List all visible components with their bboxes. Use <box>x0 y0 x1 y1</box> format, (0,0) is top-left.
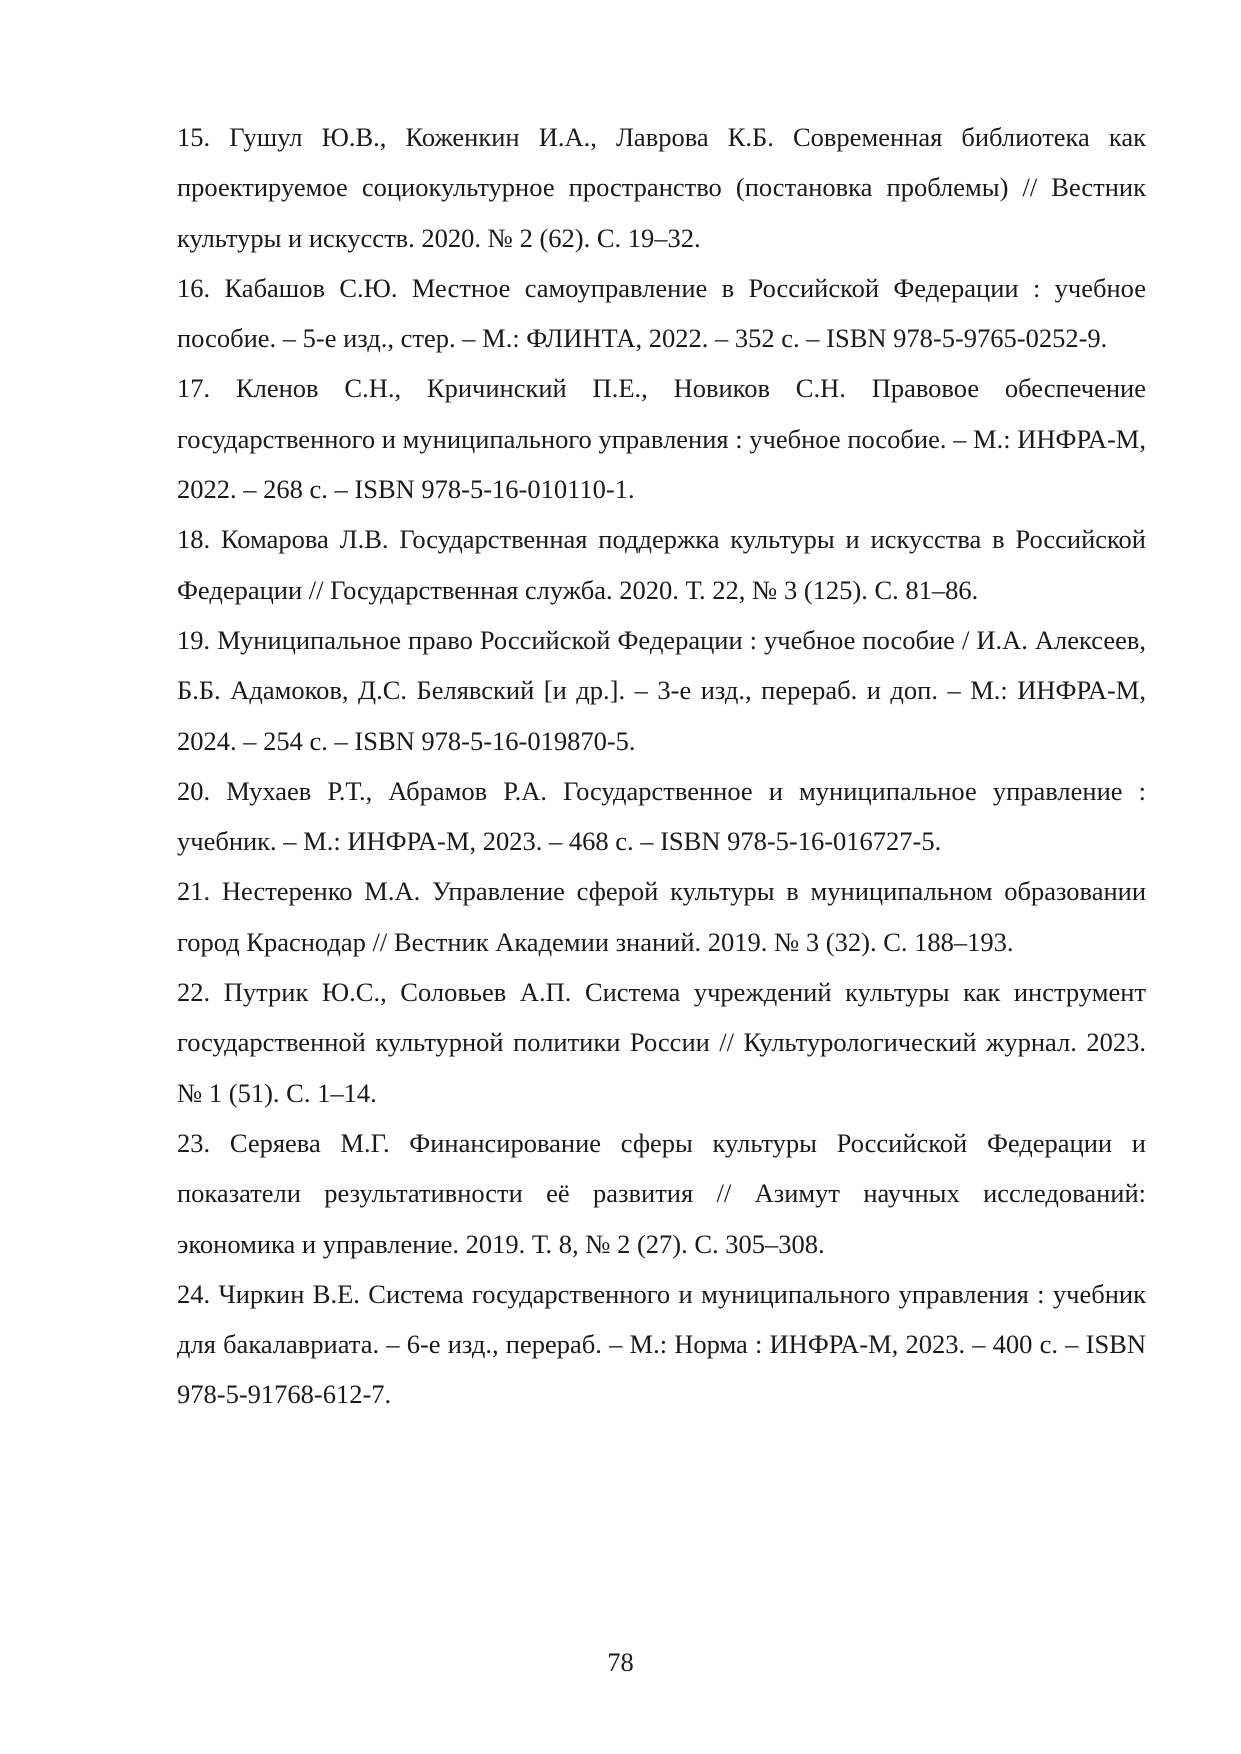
reference-item-21: 21. Нестеренко М.А. Управление сферой культуры в муниципальном образовании город Краснодар // Вестник Академии знаний. 2019. № 3 (32). С. 188–193. <box>177 876 1146 957</box>
reference-item-16: 16. Кабашов С.Ю. Местное самоуправление в Российской Федерации : учебное пособие. – 5-е изд., стер. – М.: ФЛИНТА, 2022. – 352 с. – ISBN 978-5-9765-0252-9. <box>177 272 1146 354</box>
reference-item-15: 15. Гушул Ю.В., Коженкин И.А., Лаврова К.Б. Современная библиотека как проектируемое социокультурное пространство (постановка проблемы) // Вестник культуры и искусств. 2020. № 2 (62). С. 19–32. <box>177 122 1146 253</box>
reference-item-23: 23. Серяева М.Г. Финансирование сферы культуры Российской Федерации и показатели результативности её развития // Азимут научных исследований: экономика и управление. 2019. Т. 8, № 2 (27). С. 305–308. <box>177 1127 1146 1259</box>
reference-item-20: 20. Мухаев Р.Т., Абрамов Р.А. Государственное и муниципальное управление : учебник. – М.: ИНФРА-М, 2023. – 468 с. – ISBN 978-5-16-016727-5. <box>177 775 1146 857</box>
reference-list <box>177 112 1146 1420</box>
reference-item-17: 17. Кленов С.Н., Кричинский П.Е., Новиков С.Н. Правовое обеспечение государственного и муниципального управления : учебное пособие. – М.: ИНФРА-М, 2022. – 268 с. – ISBN 978-5-16-010110-1. <box>177 373 1146 505</box>
reference-item-19: 19. Муниципальное право Российской Федерации : учебное пособие / И.А. Алексеев, Б.Б. Адамоков, Д.С. Белявский [и др.]. – 3-е изд., перераб. и доп. – М.: ИНФРА-М, 2024. – 254 с. – ISBN 978-5-16-019870-5. <box>177 624 1146 756</box>
page-number: 78 <box>607 1647 634 1677</box>
reference-item-22: 22. Путрик Ю.С., Соловьев А.П. Система учреждений культуры как инструмент государственной культурной политики России // Культурологический журнал. 2023. № 1 (51). С. 1–14. <box>177 977 1146 1108</box>
reference-item-18: 18. Комарова Л.В. Государственная поддержка культуры и искусства в Российской Федерации // Государственная служба. 2020. Т. 22, № 3 (125). С. 81–86. <box>177 524 1146 605</box>
reference-item-24: 24. Чиркин В.Е. Система государственного и муниципального управления : учебник для бакалавриата. – 6-е изд., перераб. – М.: Норма : ИНФРА-М, 2023. – 400 с. – ISBN 978-5-91768-612-7. <box>177 1278 1146 1410</box>
